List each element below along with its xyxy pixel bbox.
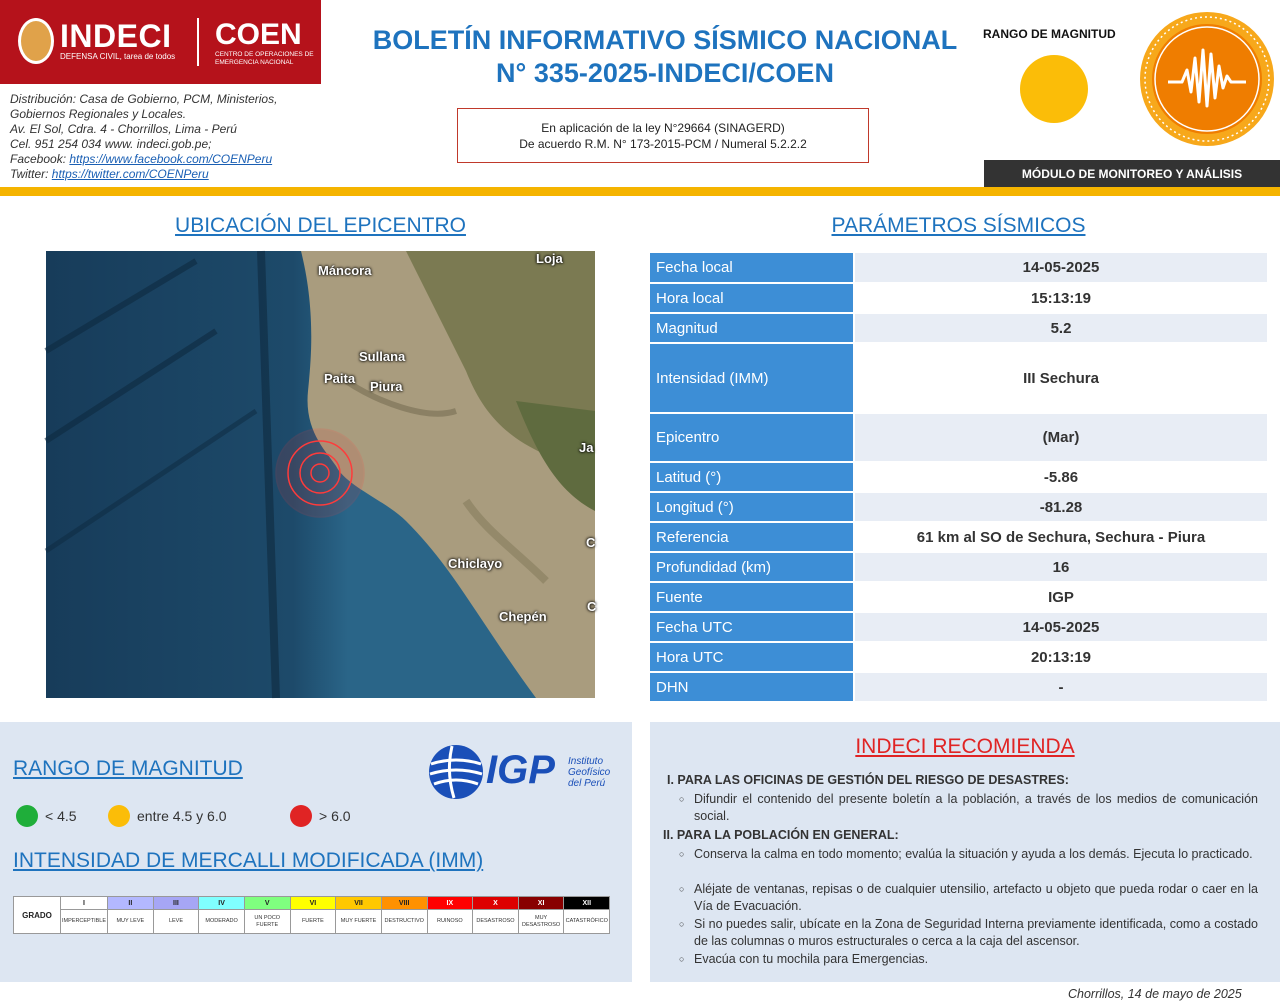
contact-line: Gobiernos Regionales y Locales.: [10, 107, 187, 121]
param-value: -: [855, 673, 1267, 701]
red-dot-icon: [290, 805, 312, 827]
mercalli-level-description: MUY DESASTROSO: [522, 914, 561, 928]
igp-logo: [426, 740, 616, 802]
mercalli-level-description: DESTRUCTIVO: [384, 918, 424, 924]
mercalli-level-description: MODERADO: [205, 918, 238, 924]
param-row: [650, 463, 1267, 491]
param-row: [650, 673, 1267, 701]
param-value: III Sechura: [855, 344, 1267, 412]
param-key: Fecha local: [650, 253, 855, 282]
param-row: [650, 613, 1267, 641]
param-value: 14-05-2025: [855, 613, 1267, 641]
facebook-link[interactable]: https://www.facebook.com/COENPeru: [69, 152, 273, 166]
mercalli-level-description: FUERTE: [301, 918, 324, 924]
contact-line: Cel. 951 254 034 www. indeci.gob.pe;: [10, 137, 212, 151]
mercalli-level-number: I: [61, 897, 107, 910]
mercalli-level-number: VIII: [382, 897, 427, 910]
map-city-label: C: [587, 599, 597, 614]
header-divider: [0, 187, 1280, 196]
map-city-label: Ja: [579, 440, 594, 455]
param-key: Epicentro: [650, 414, 855, 461]
param-row: [650, 314, 1267, 342]
legend-label: > 6.0: [319, 808, 351, 824]
igp-institute-name: [568, 756, 610, 789]
params-section-title: PARÁMETROS SÍSMICOS: [831, 214, 1086, 237]
rec-item: ○ Evacúa con tu mochila para Emergencias.: [694, 951, 1258, 968]
law-reference-box: [457, 108, 869, 163]
green-dot-icon: [16, 805, 38, 827]
mercalli-level: [108, 897, 154, 933]
param-key: Referencia: [650, 523, 855, 551]
seismograph-icon: [1138, 10, 1276, 148]
param-value: 14-05-2025: [855, 253, 1267, 282]
mercalli-level: [519, 897, 565, 933]
mercalli-level-description: MUY LEVE: [116, 918, 145, 924]
mercalli-level: [564, 897, 609, 933]
igp-line: Geofísico: [568, 767, 611, 778]
twitter-label: Twitter:: [10, 167, 52, 181]
param-row: [650, 344, 1267, 412]
param-row: [650, 253, 1267, 282]
mercalli-level: [336, 897, 382, 933]
mercalli-level: [61, 897, 108, 933]
seismic-parameters-table: [650, 251, 1267, 703]
param-row: [650, 523, 1267, 551]
mercalli-scale-table: [13, 896, 610, 934]
epicenter-map[interactable]: [46, 251, 595, 698]
param-row: [650, 583, 1267, 611]
coen-subtitle: CENTRO DE OPERACIONES DE EMERGENCIA NACIONAL: [215, 51, 314, 66]
igp-globe-icon: [426, 742, 486, 802]
legend-item-high: [290, 805, 351, 827]
magnitude-range-label: RANGO DE MAGNITUD: [983, 27, 1116, 41]
mercalli-level-description: UN POCO FUERTE: [254, 914, 281, 928]
map-graphic: [46, 251, 595, 698]
mercalli-title: INTENSIDAD DE MERCALLI MODIFICADA (IMM): [13, 849, 484, 872]
param-row: [650, 493, 1267, 521]
param-row: [650, 643, 1267, 671]
contact-info: [10, 92, 277, 182]
mercalli-level-number: XI: [519, 897, 564, 910]
map-city-label: Máncora: [318, 263, 372, 278]
param-value: (Mar): [855, 414, 1267, 461]
indeci-tagline: DEFENSA CIVIL, tarea de todos: [60, 52, 176, 61]
param-key: DHN: [650, 673, 855, 701]
magnitude-range-title: RANGO DE MAGNITUD: [13, 757, 243, 780]
mercalli-level-number: V: [245, 897, 290, 910]
map-city-label: Sullana: [359, 349, 406, 364]
yellow-dot-icon: [108, 805, 130, 827]
mercalli-grado-label: GRADO: [14, 897, 61, 933]
law-line: De acuerdo R.M. N° 173-2015-PCM / Numeral 5.2.2.2: [519, 137, 807, 151]
mercalli-level-number: IX: [428, 897, 473, 910]
param-key: Magnitud: [650, 314, 855, 342]
rec-item: ○ Conserva la calma en todo momento; evalúa la situación y ayuda a los demás. Ejecuta lo practicado.: [694, 846, 1258, 863]
param-row: [650, 284, 1267, 312]
rec-item: ○ Difundir el contenido del presente boletín a la población, a través de los medios de comunicación social.: [694, 791, 1258, 825]
mercalli-level-description: CATASTRÓFICO: [565, 918, 608, 924]
contact-line: Distribución: Casa de Gobierno, PCM, Ministerios,: [10, 92, 278, 106]
param-value: -5.86: [855, 463, 1267, 491]
igp-line: del Perú: [568, 778, 606, 789]
legend-item-low: [16, 805, 77, 827]
igp-line: Instituto: [568, 756, 604, 767]
param-value: 5.2: [855, 314, 1267, 342]
coen-logo-text: COEN: [215, 18, 302, 51]
param-value: 16: [855, 553, 1267, 581]
map-city-label: Loja: [536, 251, 563, 266]
param-key: Intensidad (IMM): [650, 344, 855, 412]
indeci-emblem-icon: [18, 18, 54, 64]
mercalli-level-number: II: [108, 897, 153, 910]
map-city-label: Paita: [324, 371, 356, 386]
facebook-label: Facebook:: [10, 152, 70, 166]
igp-logo-text: IGP: [486, 748, 555, 792]
bulletin-title: [340, 24, 990, 90]
mercalli-level: [291, 897, 337, 933]
mercalli-level-description: RUINOSO: [436, 918, 463, 924]
param-row: [650, 414, 1267, 461]
bulletin-title-line1: BOLETÍN INFORMATIVO SÍSMICO NACIONAL: [372, 25, 958, 55]
mercalli-level-description: LEVE: [168, 918, 184, 924]
map-city-label: Chepén: [499, 609, 547, 624]
module-label: MÓDULO DE MONITOREO Y ANÁLISIS: [984, 160, 1280, 187]
mercalli-level-number: VI: [291, 897, 336, 910]
epicenter-section-title: UBICACIÓN DEL EPICENTRO: [175, 214, 466, 237]
mercalli-level-number: IV: [199, 897, 244, 910]
rec-item: ○ Aléjate de ventanas, repisas o de cualquier utensilio, artefacto u objeto que pueda rodar o caer en la Vía de Evacuación.: [694, 881, 1258, 915]
mercalli-level: [199, 897, 245, 933]
map-city-label: Piura: [370, 379, 403, 394]
mercalli-level: [428, 897, 474, 933]
mercalli-level-description: DESASTROSO: [476, 918, 515, 924]
legend-item-mid: [108, 805, 227, 827]
footer-date: Chorrillos, 14 de mayo de 2025: [1068, 987, 1242, 1001]
mercalli-level-number: X: [473, 897, 518, 910]
mercalli-level: [382, 897, 428, 933]
param-key: Fuente: [650, 583, 855, 611]
mercalli-level: [473, 897, 519, 933]
rec-section1-heading: I. PARA LAS OFICINAS DE GESTIÓN DEL RIESGO DE DESASTRES:: [667, 773, 1069, 787]
param-value: 61 km al SO de Sechura, Sechura - Piura: [855, 523, 1267, 551]
logo-divider: [197, 18, 199, 66]
map-city-label: C: [586, 535, 596, 550]
map-city-label: Chiclayo: [448, 556, 503, 571]
facebook-line: [10, 152, 277, 167]
magnitude-indicator-dot: [1020, 55, 1088, 123]
mercalli-level-number: III: [154, 897, 199, 910]
rec-item: ○ Si no puedes salir, ubícate en la Zona de Seguridad Interna previamente identificada, como a costado de las columnas o muros estructurales o cerca a la caja del ascensor.: [694, 916, 1258, 950]
indeci-coen-logo: [0, 0, 321, 84]
twitter-line: [10, 167, 277, 182]
param-key: Longitud (°): [650, 493, 855, 521]
law-line: En aplicación de la ley N°29664 (SINAGERD): [541, 121, 785, 135]
param-key: Fecha UTC: [650, 613, 855, 641]
param-value: IGP: [855, 583, 1267, 611]
mercalli-level-description: IMPERCEPTIBLE: [62, 918, 107, 924]
contact-line: Av. El Sol, Cdra. 4 - Chorrillos, Lima - Perú: [10, 122, 237, 136]
param-value: -81.28: [855, 493, 1267, 521]
param-value: 15:13:19: [855, 284, 1267, 312]
legend-label: < 4.5: [45, 808, 77, 824]
twitter-link[interactable]: https://twitter.com/COENPeru: [51, 167, 209, 181]
legend-label: entre 4.5 y 6.0: [137, 808, 227, 824]
param-key: Profundidad (km): [650, 553, 855, 581]
mercalli-level: [245, 897, 291, 933]
mercalli-level-description: MUY FUERTE: [340, 918, 377, 924]
param-row: [650, 553, 1267, 581]
param-key: Hora UTC: [650, 643, 855, 671]
mercalli-level: [154, 897, 200, 933]
mercalli-level-number: XII: [564, 897, 609, 910]
recommendations-title: INDECI RECOMIENDA: [855, 735, 1075, 758]
bulletin-number: N° 335-2025-INDECI/COEN: [496, 58, 834, 88]
indeci-logo-text: INDECI: [60, 18, 172, 54]
param-key: Latitud (°): [650, 463, 855, 491]
param-key: Hora local: [650, 284, 855, 312]
param-value: 20:13:19: [855, 643, 1267, 671]
rec-section2-heading: II. PARA LA POBLACIÓN EN GENERAL:: [663, 828, 899, 842]
mercalli-level-number: VII: [336, 897, 381, 910]
